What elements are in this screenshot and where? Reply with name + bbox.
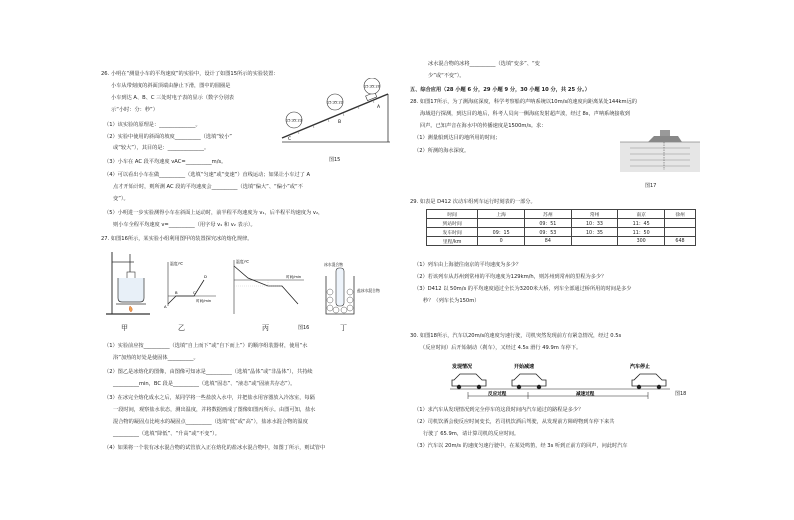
q28-line1: 28. 如图17所示，为了测海底深度，科学考察船的声呐系统以10m/s的速度向距离某处144km远的 — [410, 99, 637, 105]
clock-b: 15:35:22 — [326, 100, 344, 105]
point-a: A — [377, 105, 381, 110]
table-cell — [665, 219, 696, 228]
table-cell: 里程/km — [427, 237, 478, 246]
timetable-header: 南京 — [618, 210, 665, 219]
q26-line2: 小车从带刻度的斜面顶端由静止下滑，图中的圆圈是 — [111, 83, 231, 89]
q30-s1: （1）求汽车从发现情况到完全停车的这段时间内汽车通过的路程是多少？ — [414, 407, 584, 413]
table-cell — [665, 228, 696, 237]
table-cell: 648 — [665, 237, 696, 246]
figure-15-caption: 图15 — [329, 157, 341, 163]
figure-16-caption: 图16 — [298, 325, 310, 331]
figure-18-caption: 图18 — [675, 391, 687, 397]
svg-text:汽车停止: 汽车停止 — [630, 364, 651, 370]
point-b: B — [338, 120, 342, 125]
q26-s2b: 或“较大”），其目的是：______________。 — [113, 145, 210, 151]
table-cell: 84 — [524, 237, 571, 246]
q27-s4: （4）如果将一个装有冰水混合物的试管放入正在熔化的盐冰水混合物中，如图丁所示，则试管中 — [104, 445, 326, 451]
q27-s2b: __________min，BC 段是__________（选填“固态”、“液态”或“固液共存态”）。 — [113, 381, 296, 387]
svg-text:C: C — [193, 290, 196, 295]
q29-s3a: （3）D412 以 50m/s 的平均速度通过全长为3200米大桥，列车全部通过桥所用的时间是多少 — [414, 286, 632, 292]
q28-s2: （2）所测的海水深度。 — [414, 148, 470, 154]
q30-s3: （3）汽车以 20m/s 的速度匀速行驶中，在某处鸣笛，经 3s 听到正前方的回声，问此时汽车 — [414, 443, 628, 449]
svg-text:温度/℃: 温度/℃ — [236, 259, 250, 264]
q29-s1: （1）列车由上海驶往南京的平均速度为多少？ — [414, 262, 522, 268]
q26-line3: 小车到达 A、B、C 三处时电子表的显示（数字分别表 — [111, 95, 234, 101]
timetable-header: 苏州 — [524, 210, 571, 219]
point-c: C — [288, 137, 292, 142]
table-cell — [478, 219, 525, 228]
q26-s4a: （4）可以看出小车在做__________（选填“匀速”或“变速”）直线运动；如果让小车过了 A — [104, 172, 310, 178]
figure-18-braking-diagram — [450, 358, 670, 400]
table-cell: 10：33 — [571, 219, 618, 228]
svg-text:发现情况: 发现情况 — [452, 364, 473, 370]
table-cell: 300 — [618, 237, 665, 246]
q28-line3: 回声。已知声音在海水中的传播速度是1500m/s。求： — [420, 123, 547, 129]
table-cell: 09：53 — [524, 228, 571, 237]
figure-16-ding-beaker — [318, 262, 386, 320]
table-cell: 11：50 — [618, 228, 665, 237]
q26-s4c: 变”）。 — [113, 196, 129, 202]
timetable-header: 常州 — [571, 210, 618, 219]
q30-line1: 30. 如图18所示，汽车以20m/s的速度匀速行驶，司机突然发现前方有紧急情况，经过 0.5s — [410, 333, 622, 339]
figure-16-ding-label: 丁 — [340, 324, 347, 332]
figure-15-inclined-plane — [278, 78, 398, 168]
q26-s4b: 点才开始计时，则所测 AC 段的平均速度会__________（选填“偏大”、“偏小”或“不 — [113, 184, 303, 190]
figure-17-sonar-ship — [620, 124, 700, 172]
q28-line2: 海域进行探测，到达目的地后，科考人员向一侧海底发射超声波，经过 8s，声呐系统接收到 — [420, 111, 630, 117]
section-5-heading: 五、综合应用（28 小题 6 分，29 小题 9 分，30 小题 10 分，共 25 分。） — [410, 87, 590, 93]
q30-s2b: 行驶了 65.9m，请计算司机的反应时间。 — [423, 431, 520, 437]
q27-s3a: （3）在冰完全熔化成水之后，某同学将一些盐放入水中，并把盐水用容器放入冷冻室，每隔 — [104, 395, 315, 401]
timetable-header: 徐州 — [665, 210, 696, 219]
table-cell — [571, 237, 618, 246]
right-column — [400, 0, 794, 520]
clock-a: 15:35:20 — [363, 84, 381, 89]
q30-line2: （反应时间）后开始制动（刹车），又经过 4.5s 滑行 49.9m 车停下。 — [420, 345, 582, 351]
q27-s2a: （2）图乙是冰熔化的图像，由图像可知冰是__________（选填“晶体”或“非晶体”），共持续 — [104, 369, 313, 375]
table-row — [427, 228, 696, 237]
table-cell: 10：35 — [571, 228, 618, 237]
q27-s3b: 一段时间，观察盐水状态，测出温度，并将数据画成了图像如图丙所示。由图可知，盐水 — [113, 407, 316, 413]
svg-text:冰水混合物: 冰水混合物 — [324, 262, 343, 267]
q27-s3d: __________（选填“降低”、“升高”或“不变”）。 — [113, 431, 220, 437]
svg-text:开始减速: 开始减速 — [514, 364, 535, 370]
svg-text:时间/min: 时间/min — [196, 299, 212, 303]
figure-17-caption: 图17 — [645, 183, 657, 189]
figure-16-jia-apparatus — [104, 248, 156, 320]
q26-s5a: （5）小明进一步实验测得小车在斜面上运动时，前半程平均速度为 v₁，后半程平均速度为 v₂， — [104, 210, 324, 216]
timetable-header: 时间 — [427, 210, 478, 219]
table-cell: 09：15 — [478, 228, 525, 237]
q27-s1b: 浴”加热的好处是使固体__________。 — [113, 355, 199, 361]
figure-16-yi-label: 乙 — [178, 324, 185, 332]
q27-s1a: （1）实验前应按__________（选填“自上而下”或“自下而上”）的顺序组装器材，使用“水 — [104, 343, 308, 349]
figure-16-yi-graph — [160, 258, 220, 314]
svg-text:温度/℃: 温度/℃ — [170, 261, 184, 266]
svg-text:减速过程: 减速过程 — [576, 392, 595, 397]
q26-s5b: 则小车全程平均速度 v=__________（用字母 v₁ 和 v₂ 表示）。 — [113, 222, 256, 228]
table-cell: 0 — [478, 237, 525, 246]
q26-s2a: （2）实验中使用的斜面的坡度__________（选填“较小” — [104, 134, 232, 140]
q27-cont1: 冰水混合物的冰将__________（选填“变多”、“变 — [428, 61, 540, 67]
svg-text:A: A — [164, 304, 167, 309]
svg-text:盐冰水混合物: 盐冰水混合物 — [357, 288, 380, 293]
table-cell: 11：45 — [618, 219, 665, 228]
svg-text:反应过程: 反应过程 — [488, 392, 507, 397]
q26-line4: 示“小时：分：秒”） — [111, 107, 158, 113]
q29-s2: （2）若该列车从苏州到常州的平均速度为129km/h，则苏州到常州的里程为多少？ — [414, 274, 607, 280]
q27-cont2: 少”或“不变”）。 — [428, 73, 465, 79]
timetable-header: 上海 — [478, 210, 525, 219]
table-cell: 发车时间 — [427, 228, 478, 237]
q29-s3b: 秒？（列车长为150m） — [423, 298, 480, 304]
q26-line1: 26. 小明在“测量小车的平均速度”的实验中，设计了如图15所示的实验装置： — [101, 71, 279, 77]
q26-s1: （1）该实验的原理是：______________。 — [104, 122, 201, 128]
figure-16-bing-label: 丙 — [262, 324, 269, 332]
q30-s2a: （2）司机饮酒会使反应时间变长，若司机饮酒后驾驶，从发现前方障碍物到车停下来共 — [414, 419, 615, 425]
svg-text:时间/min: 时间/min — [286, 275, 302, 279]
q26-s3: （3）小车在 AC 段平均速度 vAC=__________m/s。 — [104, 159, 227, 165]
table-row — [427, 219, 696, 228]
figure-16-bing-graph — [228, 258, 308, 316]
q29-line1: 29. 如表是 D412 次动车组列车运行时刻表的一部分。 — [410, 199, 536, 205]
q28-s1: （1）测量船到达目的地所用的时间； — [414, 135, 501, 141]
clock-c: 15:35:23 — [285, 118, 303, 123]
q27-s3c: 混合物的凝固点比纯水的凝固点__________（选填“低”或“高”），盐冰水混合物的温度 — [113, 419, 308, 425]
svg-text:B: B — [175, 290, 178, 295]
table-row — [427, 237, 696, 246]
table-cell: 09：51 — [524, 219, 571, 228]
figure-16-jia-label: 甲 — [121, 324, 128, 332]
table-cell: 到站时间 — [427, 219, 478, 228]
svg-text:D: D — [204, 274, 207, 279]
timetable-header-row — [427, 210, 696, 219]
timetable — [426, 209, 696, 246]
q27-line1: 27. 如图16所示，某实验小组利用图甲的装置探究冰的熔化规律。 — [101, 236, 253, 242]
